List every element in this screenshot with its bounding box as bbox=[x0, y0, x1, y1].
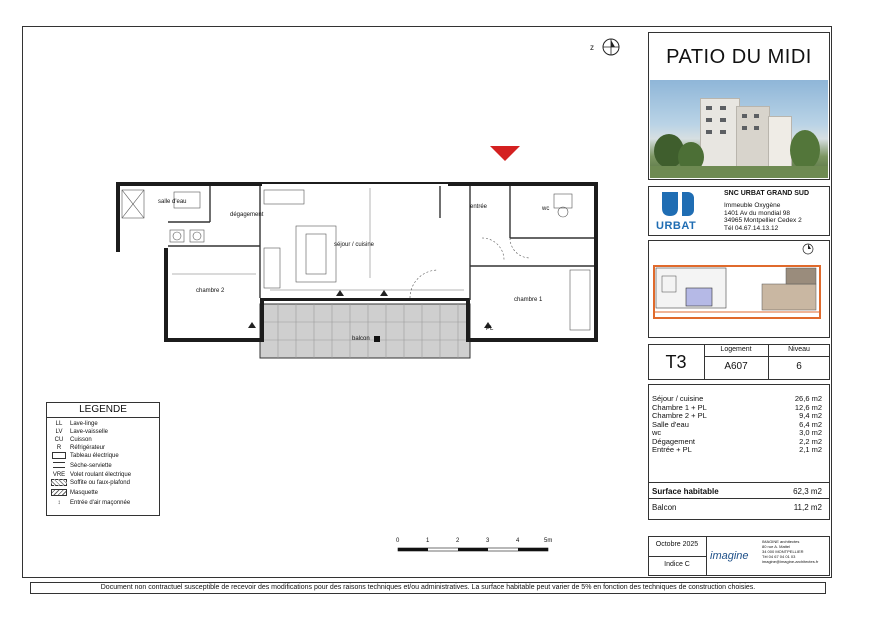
soffit-icon bbox=[51, 479, 67, 486]
legend-list bbox=[48, 420, 158, 507]
logement-label: Logement bbox=[704, 344, 769, 357]
balcon-row: Balcon 11,2 m2 bbox=[652, 503, 822, 512]
legend-item: LV Lave-vaisselle bbox=[55, 429, 109, 435]
electric-panel-icon bbox=[52, 452, 66, 459]
areas-list bbox=[652, 395, 822, 455]
architect-logo: imagine bbox=[710, 550, 749, 562]
room-label-chambre2: chambre 2 bbox=[196, 288, 225, 294]
room-label-degagement: dégagement bbox=[230, 212, 264, 218]
compass-icon bbox=[586, 36, 622, 58]
urbat-logo-icon bbox=[656, 190, 704, 220]
room-label-sejour: séjour / cuisine bbox=[334, 242, 375, 248]
key-plan-drawing bbox=[652, 262, 824, 324]
area-row: Séjour / cuisine 26,6 m2 bbox=[652, 394, 822, 403]
date-label: Octobre 2025 bbox=[648, 536, 707, 557]
architect-address: IMAGINE architectes 80 rue A. Mattel 34 000 MONTPELLIER Tél 04 67 04 01 03 imagine@imagine-architectes.fr bbox=[762, 539, 819, 564]
room-label-wc: wc bbox=[542, 206, 550, 212]
svg-text:z: z bbox=[590, 43, 594, 52]
legend-item: R Réfrigérateur bbox=[56, 445, 106, 451]
surface-habitable-row: Surface habitable 62,3 m2 bbox=[652, 487, 822, 496]
logement-value: A607 bbox=[704, 356, 769, 380]
compass-small-icon bbox=[800, 242, 816, 256]
developer-company: SNC URBAT GRAND SUD bbox=[724, 190, 810, 197]
legend-item: LL Lave-linge bbox=[55, 421, 98, 427]
legend-item: Masquette bbox=[48, 489, 158, 499]
room-label-salle-eau: salle d'eau bbox=[158, 199, 187, 205]
legend-item: Sèche-serviette bbox=[48, 462, 158, 471]
scale-ticks: 0 1 2 3 4 5m bbox=[396, 538, 553, 544]
unit-type: T3 bbox=[648, 344, 705, 380]
room-label-entree: entrée bbox=[470, 204, 488, 210]
developer-address: Immeuble Oxygène 1401 Av du mondial 98 34965 Montpellier Cedex 2 Tél 04.67.14.13.12 bbox=[724, 202, 802, 232]
urbat-logo-text: URBAT bbox=[656, 220, 697, 232]
legend-title: LEGENDE bbox=[79, 404, 127, 415]
room-label-pl: PL bbox=[486, 326, 494, 332]
building-photo bbox=[650, 80, 828, 178]
indice-label: Indice C bbox=[648, 556, 707, 576]
legend-item: CU Cuisson bbox=[54, 437, 92, 443]
entry-arrow-icon bbox=[490, 146, 520, 162]
area-row: Dégagement 2,2 m2 bbox=[652, 436, 822, 446]
area-row: Salle d'eau 6,4 m2 bbox=[652, 419, 822, 429]
area-row: Chambre 2 + PL 9,4 m2 bbox=[652, 411, 822, 420]
project-title: PATIO DU MIDI bbox=[666, 46, 812, 68]
legend-item: Tableau électrique bbox=[48, 452, 158, 462]
room-label-balcon: balcon bbox=[352, 336, 370, 342]
niveau-value: 6 bbox=[796, 361, 802, 372]
area-row: Entrée + PL 2,1 m2 bbox=[652, 445, 822, 454]
masquette-icon bbox=[51, 489, 67, 496]
room-label-chambre1: chambre 1 bbox=[514, 297, 543, 303]
area-row: Chambre 1 + PL 12,6 m2 bbox=[652, 402, 822, 412]
towel-dryer-icon bbox=[53, 462, 65, 468]
legend-item: VRE Volet roulant électrique bbox=[52, 472, 132, 478]
legend-item: Soffite ou faux-plafond bbox=[48, 479, 158, 489]
disclaimer-footer: Document non contractuel susceptible de recevoir des modifications pour des raisons techniques et/ou administratives. La surface habitable peut varier de 5% en fonction des techniques de construction choisies. bbox=[30, 582, 826, 594]
niveau-label: Niveau bbox=[768, 344, 830, 357]
area-row: wc 3,0 m2 bbox=[652, 428, 822, 437]
legend-item: ↕ Entrée d'air maçonnée bbox=[57, 500, 131, 506]
